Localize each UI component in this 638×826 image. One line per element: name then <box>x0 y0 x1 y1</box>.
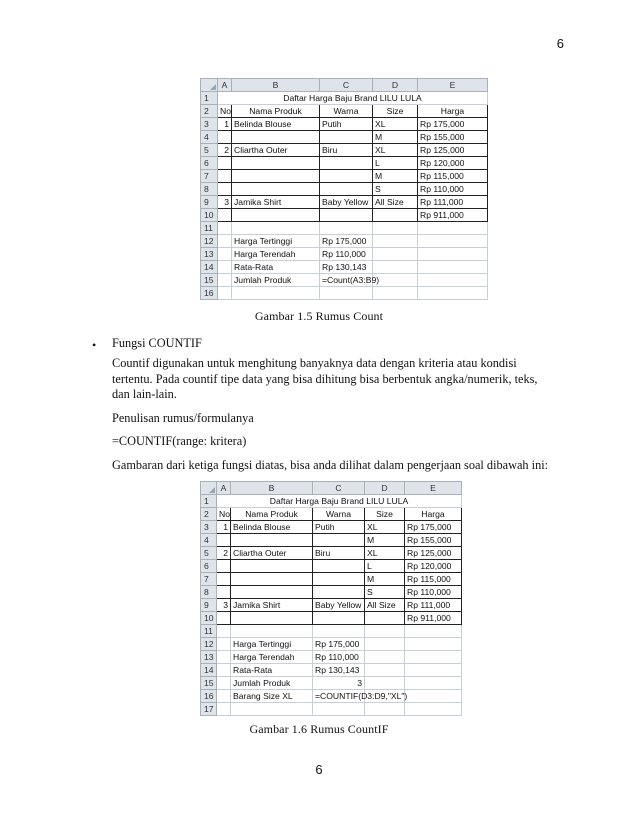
empty-cell <box>373 248 418 261</box>
column-header: C <box>320 79 373 92</box>
empty-cell <box>365 638 405 651</box>
description-text: Gambaran dari ketiga fungsi diatas, bisa anda dilihat dalam pengerjaan soal dibawah ini: <box>112 458 549 472</box>
empty-cell <box>405 703 462 716</box>
data-cell <box>231 534 313 547</box>
data-cell: XL <box>365 521 405 534</box>
empty-cell <box>365 677 405 690</box>
empty-cell <box>313 625 365 638</box>
data-cell <box>218 183 232 196</box>
row-number: 6 <box>201 157 218 170</box>
data-cell: Rp 120,000 <box>405 560 462 573</box>
data-cell: Cliartha Outer <box>231 547 313 560</box>
empty-cell <box>218 274 232 287</box>
row-number: 5 <box>201 547 217 560</box>
data-cell: Rp 155,000 <box>405 534 462 547</box>
figure-1-6-caption: Gambar 1.6 Rumus CountIF <box>249 722 389 736</box>
summary-label: Jumlah Produk <box>232 274 320 287</box>
empty-cell <box>232 222 320 235</box>
table-row <box>201 599 462 612</box>
row-number: 11 <box>201 222 218 235</box>
table-row <box>201 573 462 586</box>
table-row <box>201 625 462 638</box>
row-number: 15 <box>201 274 218 287</box>
data-cell: XL <box>373 118 418 131</box>
empty-cell <box>418 248 488 261</box>
empty-cell <box>373 287 418 300</box>
bullet-title: Fungsi COUNTIF <box>112 336 202 350</box>
data-cell <box>217 586 231 599</box>
data-cell <box>232 183 320 196</box>
row-number: 8 <box>201 183 218 196</box>
empty-cell <box>218 235 232 248</box>
column-header: B <box>231 482 313 495</box>
summary-label: Harga Terendah <box>232 248 320 261</box>
sheet-title: Daftar Harga Baju Brand LILU LULA <box>217 495 462 508</box>
data-cell <box>313 612 365 625</box>
empty-cell <box>405 638 462 651</box>
empty-cell <box>217 690 231 703</box>
column-header: E <box>405 482 462 495</box>
summary-value: Rp 130,143 <box>313 664 365 677</box>
data-cell: L <box>373 157 418 170</box>
summary-value: Rp 175,000 <box>313 638 365 651</box>
select-all-corner[interactable] <box>201 79 218 92</box>
summary-label: Barang Size XL <box>231 690 313 703</box>
summary-label: Harga Tertinggi <box>232 235 320 248</box>
empty-cell <box>218 261 232 274</box>
row-number: 13 <box>201 651 217 664</box>
empty-cell <box>405 651 462 664</box>
data-cell: All Size <box>365 599 405 612</box>
table-row <box>201 118 488 131</box>
page-number-bottom: 6 <box>315 762 323 777</box>
empty-cell <box>217 625 231 638</box>
empty-cell <box>365 703 405 716</box>
table-row <box>201 508 462 521</box>
row-number: 15 <box>201 677 217 690</box>
column-header-row <box>201 482 462 495</box>
row-number: 2 <box>201 105 218 118</box>
summary-value: Rp 130,143 <box>320 261 373 274</box>
data-cell: Rp 120,000 <box>418 157 488 170</box>
data-cell: Belinda Blouse <box>231 521 313 534</box>
empty-cell <box>405 664 462 677</box>
row-number: 3 <box>201 521 217 534</box>
row-number: 8 <box>201 586 217 599</box>
data-cell <box>313 534 365 547</box>
empty-cell <box>405 690 462 703</box>
row-number: 4 <box>201 131 218 144</box>
data-cell <box>218 157 232 170</box>
countif-paragraph: Countif digunakan untuk menghitung banyaknya data dengan kriteria atau kondisi tertentu. Pada countif tipe data yang bisa dihitung bisa berbentuk angka/numerik, teks, dan lain-lain. <box>112 356 538 401</box>
table-row <box>201 261 488 274</box>
table-row <box>201 287 488 300</box>
data-cell: Cliartha Outer <box>232 144 320 157</box>
data-cell <box>232 157 320 170</box>
data-cell <box>320 131 373 144</box>
data-cell <box>218 170 232 183</box>
row-number: 10 <box>201 612 217 625</box>
data-cell: Putih <box>320 118 373 131</box>
data-cell: L <box>365 560 405 573</box>
empty-cell <box>313 703 365 716</box>
table-row <box>201 521 462 534</box>
row-number: 12 <box>201 638 217 651</box>
data-cell <box>217 573 231 586</box>
page-number-top: 6 <box>556 36 564 51</box>
empty-cell <box>418 274 488 287</box>
data-cell: M <box>365 534 405 547</box>
data-cell: Rp 175,000 <box>418 118 488 131</box>
data-cell <box>320 183 373 196</box>
bullet-icon: • <box>92 338 97 352</box>
table-row <box>201 144 488 157</box>
data-cell: Rp 110,000 <box>418 183 488 196</box>
summary-value: =COUNTIF(D3:D9,"XL") <box>313 690 365 703</box>
empty-cell <box>217 664 231 677</box>
row-number: 4 <box>201 534 217 547</box>
data-cell: Biru <box>320 144 373 157</box>
row-number: 17 <box>201 703 217 716</box>
table-row <box>201 677 462 690</box>
table-row <box>201 92 488 105</box>
summary-label: Harga Tertinggi <box>231 638 313 651</box>
table-row <box>201 222 488 235</box>
empty-cell <box>373 222 418 235</box>
table-row <box>201 534 462 547</box>
table-row <box>201 235 488 248</box>
countif-formula: =COUNTIF(range: kritera) <box>112 434 247 448</box>
data-cell: Baby Yellow <box>313 599 365 612</box>
summary-label: Rata-Rata <box>232 261 320 274</box>
table-row <box>201 170 488 183</box>
table-row <box>201 664 462 677</box>
summary-value: 3 <box>313 677 365 690</box>
data-cell: 3 <box>218 196 232 209</box>
summary-label: Jumlah Produk <box>231 677 313 690</box>
header-cell: Nama Produk <box>232 105 320 118</box>
data-cell: Rp 115,000 <box>418 170 488 183</box>
data-cell <box>320 157 373 170</box>
empty-cell <box>232 287 320 300</box>
table-row <box>201 209 488 222</box>
empty-cell <box>218 248 232 261</box>
header-cell: Warna <box>320 105 373 118</box>
empty-cell <box>405 625 462 638</box>
row-number: 10 <box>201 209 218 222</box>
column-header: A <box>218 79 232 92</box>
spreadsheet-figure-1-5 <box>200 78 488 300</box>
data-cell <box>217 612 231 625</box>
table-row <box>201 248 488 261</box>
table-row <box>201 612 462 625</box>
data-cell: Jamika Shirt <box>232 196 320 209</box>
data-cell: 1 <box>218 118 232 131</box>
header-cell: Nama Produk <box>231 508 313 521</box>
row-number: 5 <box>201 144 218 157</box>
summary-value: Rp 175,000 <box>320 235 373 248</box>
summary-value: Rp 110,000 <box>313 651 365 664</box>
data-cell: S <box>373 183 418 196</box>
empty-cell <box>217 677 231 690</box>
data-cell <box>232 170 320 183</box>
table-row <box>201 131 488 144</box>
header-cell: No <box>218 105 232 118</box>
column-header: D <box>373 79 418 92</box>
data-cell: 3 <box>217 599 231 612</box>
empty-cell <box>218 287 232 300</box>
data-cell <box>218 131 232 144</box>
header-cell: Harga <box>405 508 462 521</box>
table-row <box>201 157 488 170</box>
data-cell <box>218 209 232 222</box>
summary-value: =Count(A3:B9) <box>320 274 373 287</box>
data-cell: XL <box>373 144 418 157</box>
data-cell: Rp 110,000 <box>405 586 462 599</box>
empty-cell <box>217 638 231 651</box>
table-row <box>201 703 462 716</box>
data-cell <box>217 560 231 573</box>
empty-cell <box>365 651 405 664</box>
spreadsheet-figure-1-6 <box>200 481 462 716</box>
data-cell: Rp 115,000 <box>405 573 462 586</box>
empty-cell <box>320 222 373 235</box>
data-cell <box>232 131 320 144</box>
empty-cell <box>405 677 462 690</box>
data-cell: 2 <box>217 547 231 560</box>
data-cell <box>365 612 405 625</box>
row-number: 6 <box>201 560 217 573</box>
data-cell <box>232 209 320 222</box>
empty-cell <box>365 664 405 677</box>
data-cell: Baby Yellow <box>320 196 373 209</box>
data-cell <box>373 209 418 222</box>
data-cell: M <box>373 131 418 144</box>
data-cell: Rp 125,000 <box>405 547 462 560</box>
table-row <box>201 547 462 560</box>
empty-cell <box>373 274 418 287</box>
header-cell: Size <box>373 105 418 118</box>
data-cell: Rp 911,000 <box>418 209 488 222</box>
column-header-row <box>201 79 488 92</box>
select-all-corner[interactable] <box>201 482 217 495</box>
data-cell: Belinda Blouse <box>232 118 320 131</box>
row-number: 14 <box>201 261 218 274</box>
empty-cell <box>418 235 488 248</box>
writing-label: Penulisan rumus/formulanya <box>112 411 254 425</box>
figure-1-5-caption: Gambar 1.5 Rumus Count <box>254 309 384 323</box>
data-cell: Putih <box>313 521 365 534</box>
table-row <box>201 638 462 651</box>
empty-cell <box>217 703 231 716</box>
data-cell <box>231 612 313 625</box>
summary-value: Rp 110,000 <box>320 248 373 261</box>
row-number: 13 <box>201 248 218 261</box>
row-number: 9 <box>201 599 217 612</box>
row-number: 3 <box>201 118 218 131</box>
row-number: 1 <box>201 92 218 105</box>
row-number: 2 <box>201 508 217 521</box>
data-cell: Rp 111,000 <box>405 599 462 612</box>
data-cell: 1 <box>217 521 231 534</box>
empty-cell <box>217 651 231 664</box>
row-number: 7 <box>201 170 218 183</box>
header-cell: Warna <box>313 508 365 521</box>
row-number: 11 <box>201 625 217 638</box>
data-cell: Rp 125,000 <box>418 144 488 157</box>
empty-cell <box>373 235 418 248</box>
data-cell <box>320 170 373 183</box>
sheet-title: Daftar Harga Baju Brand LILU LULA <box>218 92 488 105</box>
column-header: A <box>217 482 231 495</box>
table-row <box>201 196 488 209</box>
row-number: 9 <box>201 196 218 209</box>
empty-cell <box>418 222 488 235</box>
empty-cell <box>373 261 418 274</box>
row-number: 12 <box>201 235 218 248</box>
data-cell <box>231 573 313 586</box>
table-row <box>201 586 462 599</box>
empty-cell <box>418 261 488 274</box>
summary-label: Harga Terendah <box>231 651 313 664</box>
data-cell: Biru <box>313 547 365 560</box>
column-header: B <box>232 79 320 92</box>
row-number: 16 <box>201 690 217 703</box>
row-number: 1 <box>201 495 217 508</box>
data-cell: Jamika Shirt <box>231 599 313 612</box>
data-cell: Rp 111,000 <box>418 196 488 209</box>
data-cell: M <box>365 573 405 586</box>
data-cell: Rp 911,000 <box>405 612 462 625</box>
data-cell: S <box>365 586 405 599</box>
data-cell: M <box>373 170 418 183</box>
data-cell: All Size <box>373 196 418 209</box>
header-cell: Size <box>365 508 405 521</box>
empty-cell <box>231 625 313 638</box>
data-cell <box>313 560 365 573</box>
table-row <box>201 105 488 118</box>
table-row <box>201 495 462 508</box>
data-cell: XL <box>365 547 405 560</box>
empty-cell <box>218 222 232 235</box>
empty-cell <box>365 625 405 638</box>
summary-label: Rata-Rata <box>231 664 313 677</box>
column-header: C <box>313 482 365 495</box>
data-cell <box>313 573 365 586</box>
header-cell: Harga <box>418 105 488 118</box>
column-header: E <box>418 79 488 92</box>
data-cell <box>231 560 313 573</box>
row-number: 16 <box>201 287 218 300</box>
data-cell <box>217 534 231 547</box>
table-row <box>201 690 462 703</box>
empty-cell <box>320 287 373 300</box>
data-cell <box>231 586 313 599</box>
data-cell <box>313 586 365 599</box>
table-row <box>201 274 488 287</box>
row-number: 7 <box>201 573 217 586</box>
empty-cell <box>418 287 488 300</box>
table-row <box>201 560 462 573</box>
data-cell: 2 <box>218 144 232 157</box>
table-row <box>201 651 462 664</box>
column-header: D <box>365 482 405 495</box>
empty-cell <box>231 703 313 716</box>
data-cell: Rp 155,000 <box>418 131 488 144</box>
data-cell: Rp 175,000 <box>405 521 462 534</box>
table-row <box>201 183 488 196</box>
data-cell <box>320 209 373 222</box>
header-cell: No <box>217 508 231 521</box>
row-number: 14 <box>201 664 217 677</box>
